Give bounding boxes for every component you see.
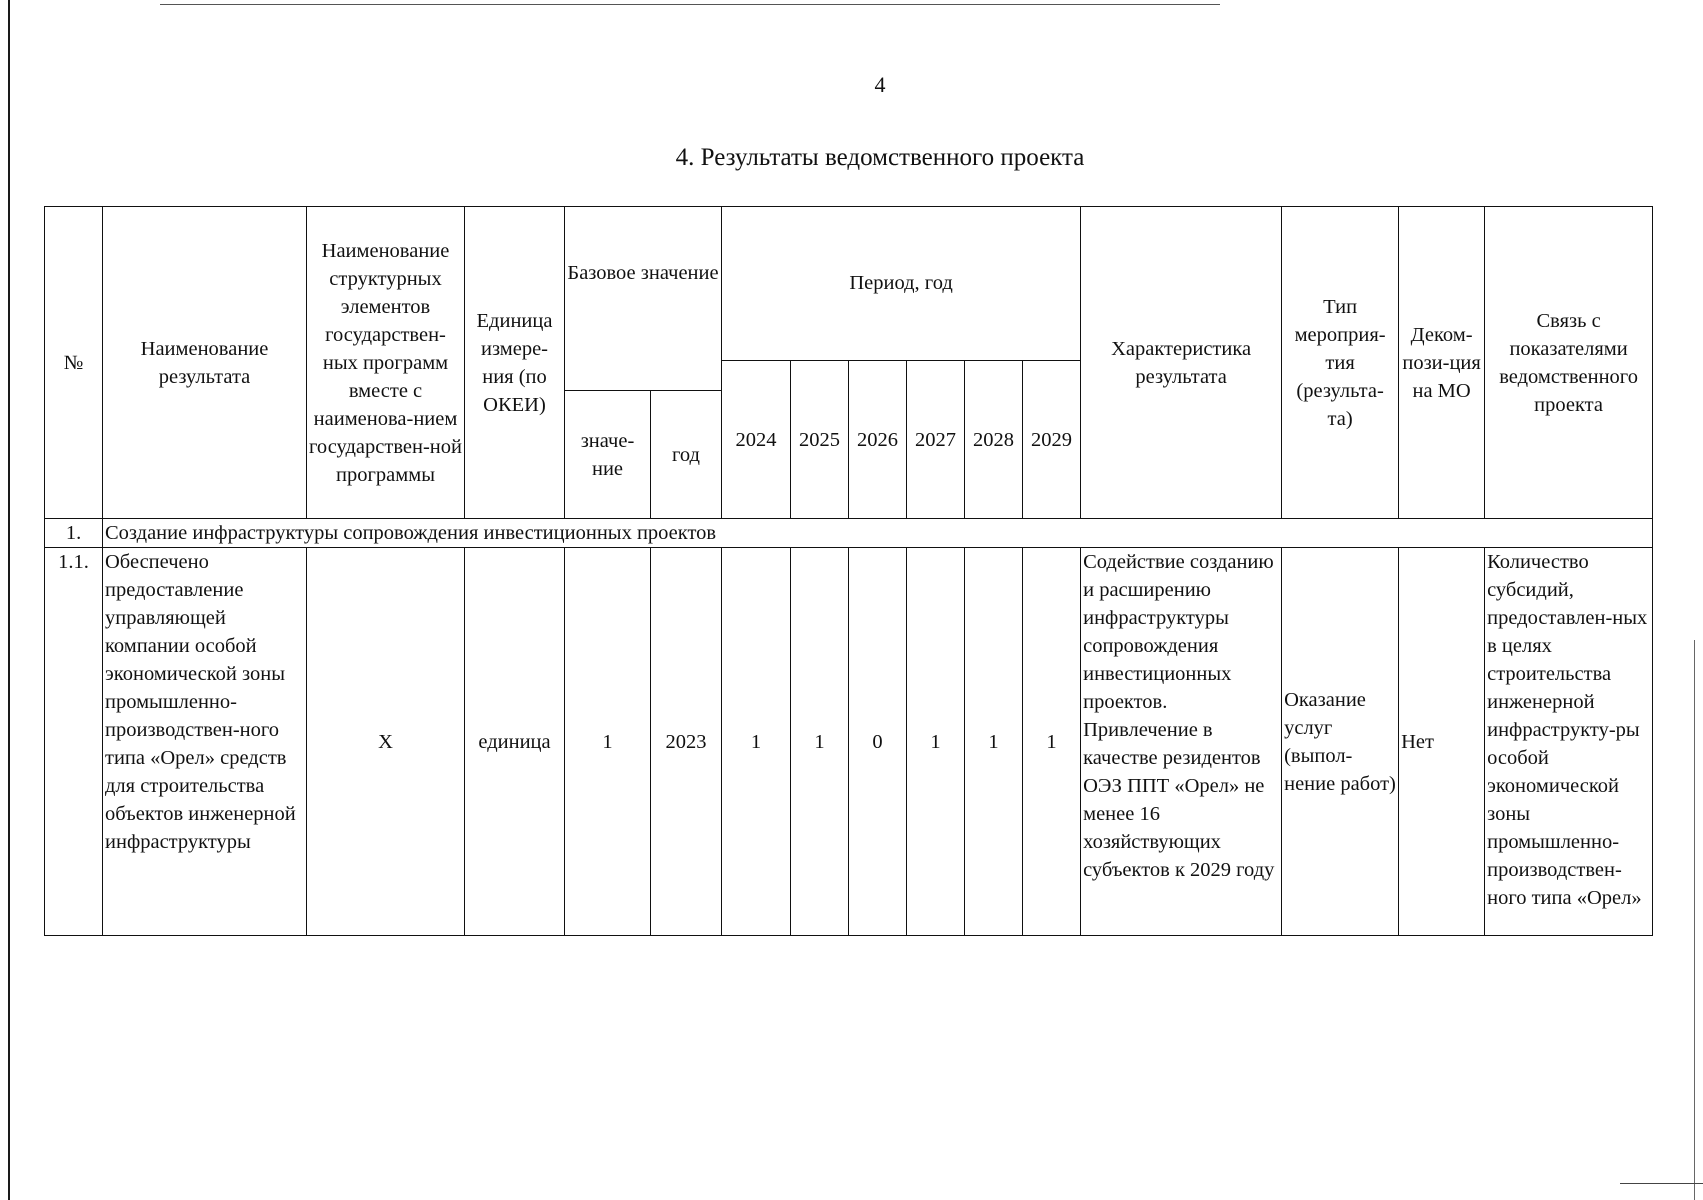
header-year-2028: 2028 [965,361,1023,519]
header-year-2026: 2026 [849,361,907,519]
scan-edge-left [8,0,10,1200]
row-no: 1.1. [45,548,103,936]
row-unit: единица [465,548,565,936]
row-structural-elements: X [307,548,465,936]
header-base-value: Базовое значение [565,207,722,391]
row-result-name: Обеспечено предоставление управляющей компании особой экономической зоны промышленно-производствен-ного типа «Орел» средств для строительства объектов инженерной инфраструктуры [103,548,307,936]
row-base-year: 2023 [651,548,722,936]
scan-edge-bottom [1620,1183,1703,1184]
row-characteristic: Содействие созданию и расширению инфраструктуры сопровождения инвестиционных проектов. Привлечение в качестве резидентов ОЭЗ ППТ «Орел» не менее 16 хозяйствующих субъектов к 2029 году [1081,548,1282,936]
header-base-value-value: значе-ние [565,391,651,519]
row-value-2024: 1 [722,548,791,936]
row-decomposition: Нет [1399,548,1485,936]
page-number: 4 [874,72,886,97]
table-row [45,548,1653,936]
header-no: № [45,207,103,519]
header-row-1 [45,207,1653,361]
row-base-value: 1 [565,548,651,936]
scan-edge-right [1694,640,1695,1200]
section-title: 4. Результаты ведомственного проекта [675,144,1085,171]
header-unit: Единица измере-ния (по ОКЕИ) [465,207,565,519]
header-year-2027: 2027 [907,361,965,519]
results-table [44,206,1653,936]
header-base-value-year: год [651,391,722,519]
row-value-2029: 1 [1023,548,1081,936]
header-year-2024: 2024 [722,361,791,519]
header-event-type: Тип мероприя-тия (результа-та) [1282,207,1399,519]
row-event-type: Оказание услуг (выпол-нение работ) [1282,548,1399,936]
header-structural-elements: Наименование структурных элементов государствен-ных программ вместе с наименова-нием государствен-ной программы [307,207,465,519]
header-year-2029: 2029 [1023,361,1081,519]
header-result-name: Наименование результата [103,207,307,519]
header-characteristic: Характеристика результата [1081,207,1282,519]
header-period: Период, год [722,207,1081,361]
row-link: Количество субсидий, предоставлен-ных в целях строительства инженерной инфраструкту-ры особой экономической зоны промышленно-производствен-ного типа «Орел» [1485,548,1653,936]
scan-edge-top [160,4,1220,5]
section-title-cell: Создание инфраструктуры сопровождения инвестиционных проектов [103,519,1653,548]
header-decomposition: Деком-пози-ция на МО [1399,207,1485,519]
header-link: Связь с показателями ведомственного проекта [1485,207,1653,519]
row-value-2025: 1 [791,548,849,936]
section-row [45,519,1653,548]
section-no: 1. [45,519,103,548]
row-value-2026: 0 [849,548,907,936]
row-value-2028: 1 [965,548,1023,936]
header-year-2025: 2025 [791,361,849,519]
row-value-2027: 1 [907,548,965,936]
